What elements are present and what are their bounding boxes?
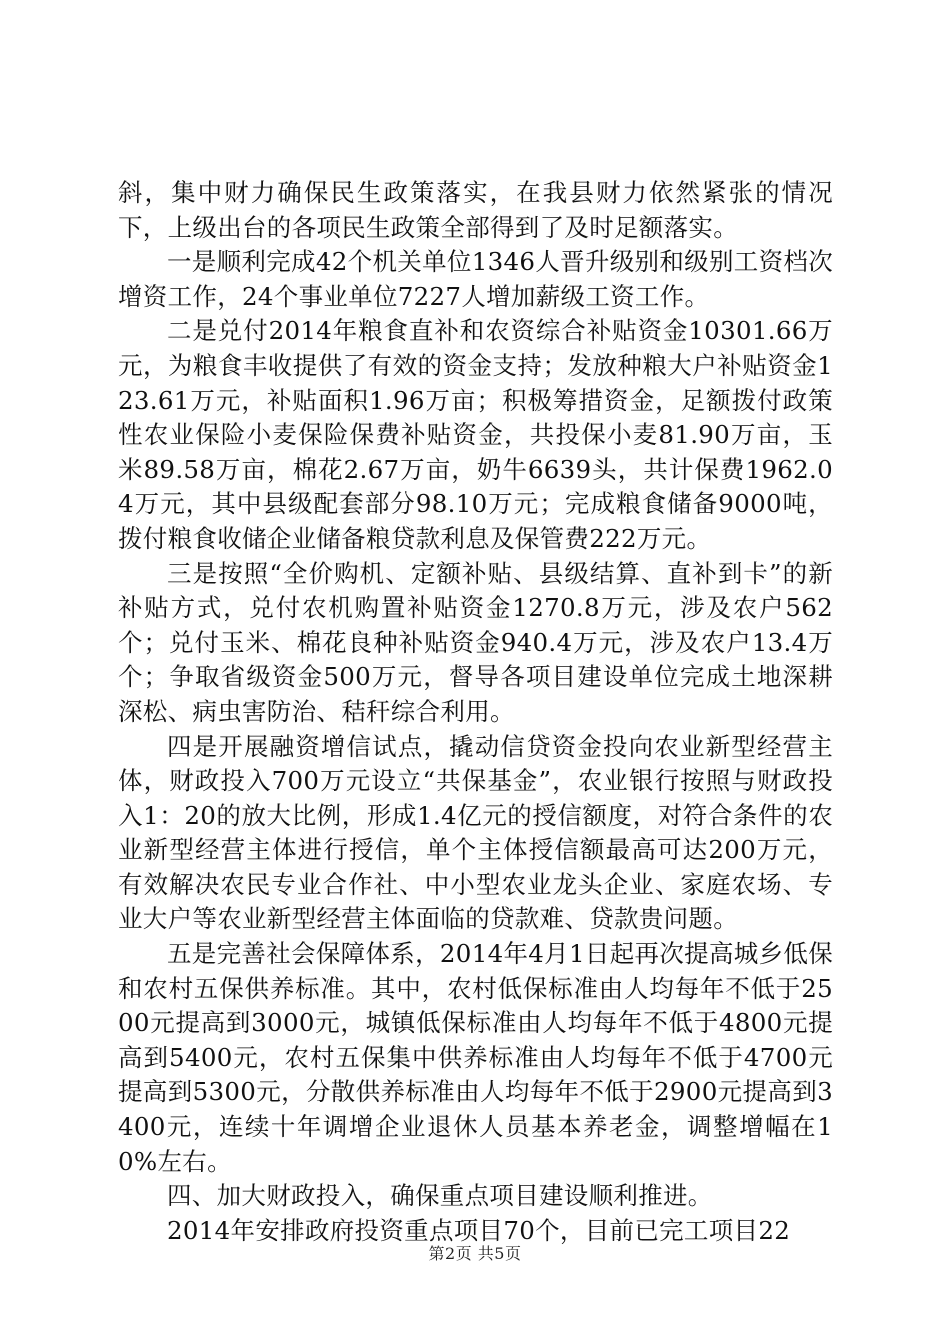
paragraph-item-2: 二是兑付2014年粮食直补和农资综合补贴资金10301.66万元，为粮食丰收提供了有效的资金支持；发放种粮大户补贴资金123.61万元，补贴面积1.96万亩；积极筹措资金，足额拨付政策性农业保险小麦保险保费补贴资金，共投保小麦81.90万亩，玉米89.58万亩，棉花2.67万亩，奶牛6639头，共计保费1962.04万元，其中县级配套部分98.10万元；完成粮食储备9000吨，拨付粮食收储企业储备粮贷款利息及保管费222万元。 xyxy=(118,316,833,553)
document-body xyxy=(118,176,833,1248)
paragraph-continuation: 斜，集中财力确保民生政策落实，在我县财力依然紧张的情况下，上级出台的各项民生政策全部得到了及时足额落实。 xyxy=(118,178,833,242)
paragraph-item-3: 三是按照“全价购机、定额补贴、县级结算、直补到卡”的新补贴方式，兑付农机购置补贴资金1270.8万元，涉及农户562个；兑付玉米、棉花良种补贴资金940.4万元，涉及农户13.4万个；争取省级资金500万元，督导各项目建设单位完成土地深耕深松、病虫害防治、秸秆综合利用。 xyxy=(118,558,833,726)
paragraph-item-4: 四是开展融资增信试点，撬动信贷资金投向农业新型经营主体，财政投入700万元设立“共保基金”，农业银行按照与财政投入1：20的放大比例，形成1.4亿元的授信额度，对符合条件的农业新型经营主体进行授信，单个主体授信额最高可达200万元，有效解决农民专业合作社、中小型农业龙头企业、家庭农场、专业大户等农业新型经营主体面临的贷款难、贷款贵问题。 xyxy=(118,731,833,934)
paragraph-item-1: 一是顺利完成42个机关单位1346人晋升级别和级别工资档次增资工作，24个事业单位7227人增加薪级工资工作。 xyxy=(118,247,833,311)
paragraph-item-5: 五是完善社会保障体系，2014年4月1日起再次提高城乡低保和农村五保供养标准。其中，农村低保标准由人均每年不低于2500元提高到3000元，城镇低保标准由人均每年不低于4800元提高到5400元，农村五保集中供养标准由人均每年不低于4700元提高到5300元，分散供养标准由人均每年不低于2900元提高到3400元，连续十年调增企业退休人员基本养老金，调整增幅在10%左右。 xyxy=(118,939,833,1176)
section-heading-4: 四、加大财政投入，确保重点项目建设顺利推进。 xyxy=(167,1181,713,1211)
page-number-footer: 第2页 共5页 xyxy=(428,1244,522,1263)
paragraph-section-4-body: 2014年安排政府投资重点项目70个，目前已完工项目22 xyxy=(167,1215,791,1245)
